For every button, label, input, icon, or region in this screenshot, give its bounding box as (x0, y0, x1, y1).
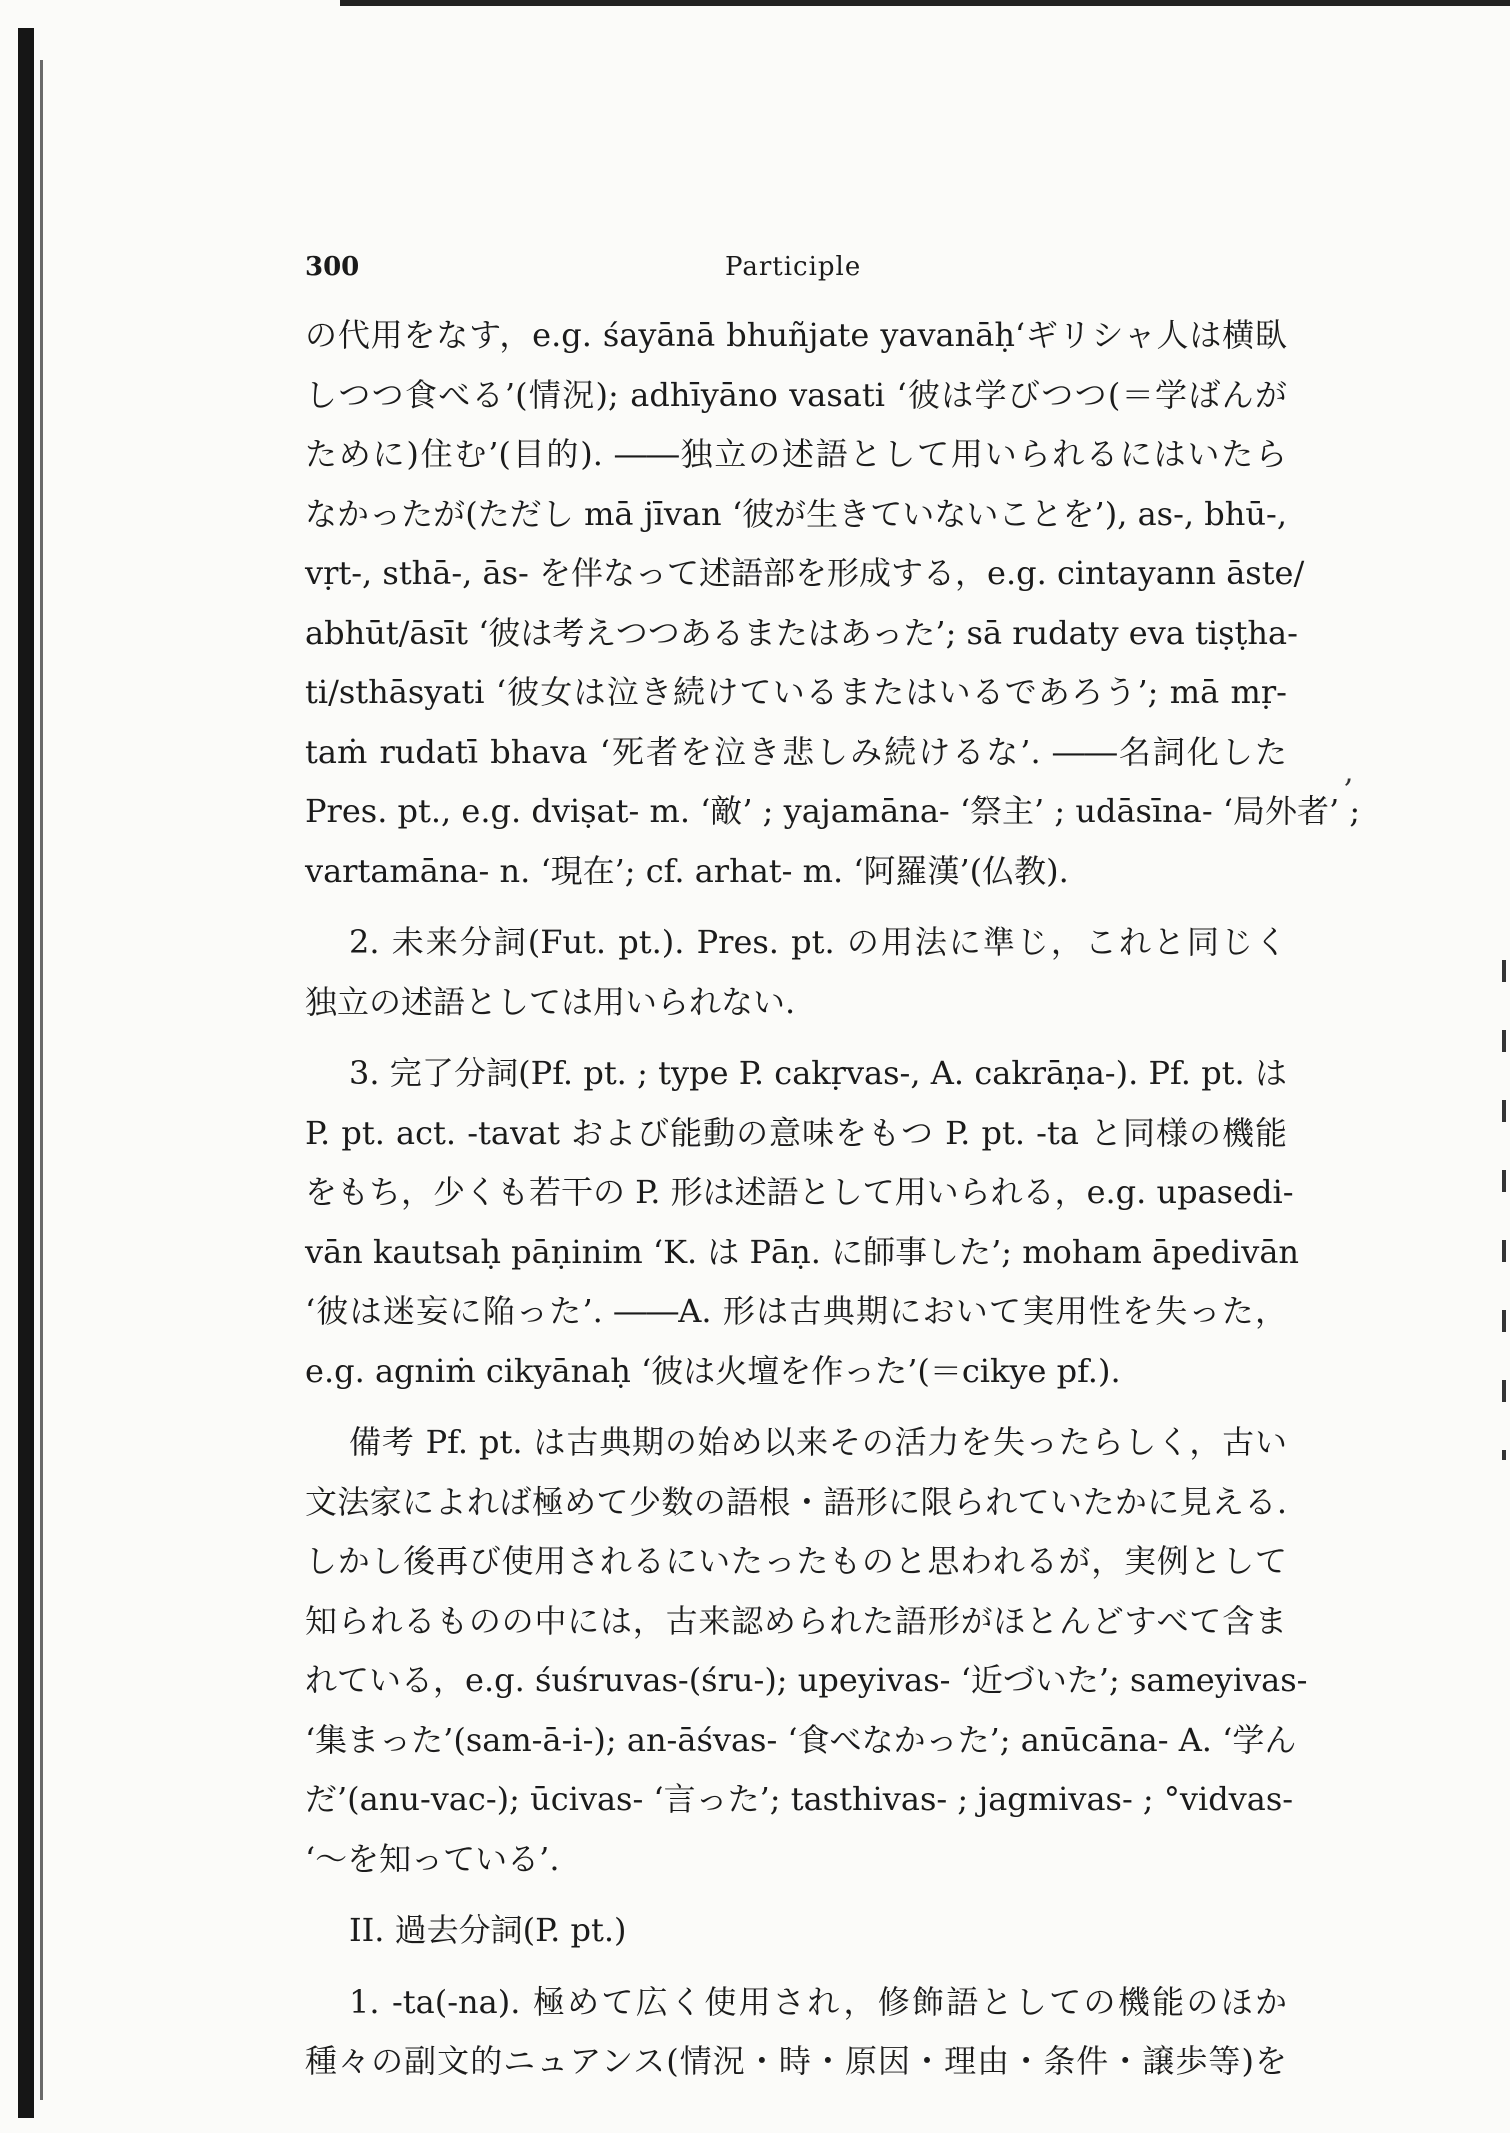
text-line: vartamāna- n. ‘現在’; cf. arhat- m. ‘阿羅漢’(仏教). (305, 851, 1069, 890)
text-line: しつつ食べる’(情況); adhīyāno vasati ‘彼は学びつつ(＝学ばんが (305, 375, 1287, 414)
scan-shadow-edge (18, 28, 34, 2118)
text-line: の代用をなす，e.g. śayānā bhuñjate yavanāḥ‘ギリシャ人は横臥 (305, 316, 1287, 354)
text-line: e.g. agniṁ cikyānaḥ ‘彼は火壇を作った’(＝cikye pf.). (305, 1351, 1121, 1390)
section-heading-past-participle: II. 過去分詞(P. pt.) (349, 1911, 627, 1949)
text-line: Pres. pt., e.g. dviṣat- m. ‘敵’ ; yajamāna- ‘祭主’ ; udāsīna- ‘局外者’ ; (305, 792, 1361, 830)
scan-right-marks (1502, 960, 1506, 1460)
section-perfect-participle: 3. 完了分詞(Pf. pt. ; type P. cakṛvas-, A. cakrāṇa-). Pf. pt. は (349, 1054, 1287, 1092)
section-future-participle: 2. 未来分詞(Fut. pt.). Pres. pt. の用法に準じ，これと同じく (349, 923, 1287, 961)
text-line: しかし後再び使用されるにいたったものと思われるが，実例として (305, 1542, 1287, 1580)
scan-shadow-line (40, 60, 43, 2100)
text-line: ‘～を知っている’. (305, 1839, 560, 1878)
text-line: ‘彼は迷妄に陥った’. ――A. 形は古典期において実用性を失った， (305, 1292, 1287, 1330)
remark-paragraph: 備考 Pf. pt. は古典期の始め以来その活力を失ったらしく，古い (349, 1423, 1287, 1461)
text-line: vṛt-, sthā-, ās- を伴なって述語部を形成する，e.g. cintayann āste/ (305, 554, 1305, 592)
text-line: ために)住む’(目的). ――独立の述語として用いられるにはいたら (305, 435, 1287, 473)
text-line: P. pt. act. -tavat および能動の意味をもつ P. pt. -ta と同様の機能 (305, 1113, 1287, 1152)
text-line: なかったが(ただし mā jīvan ‘彼が生きていないことを’), as-, bhū-, (305, 494, 1287, 533)
text-line: 知られるものの中には，古来認められた語形がほとんどすべて含ま (305, 1601, 1287, 1640)
page-number: 300 (305, 252, 360, 282)
text-line: れている，e.g. śuśruvas-(śru-); upeyivas- ‘近づいた’; sameyivas- (305, 1661, 1308, 1699)
text-line: ‘集まった’(sam-ā-i-); an-āśvas- ‘食べなかった’; anūcāna- A. ‘学ん (305, 1720, 1297, 1759)
text-line: をもち，少くも若干の P. 形は述語として用いられる，e.g. upasedi- (305, 1173, 1294, 1211)
stray-ink-mark: , (1344, 755, 1354, 790)
text-line: 種々の副文的ニュアンス(情況・時・原因・理由・条件・譲歩等)を (305, 2042, 1287, 2080)
page-body (305, 306, 1361, 2092)
text-line: taṁ rudatī bhava ‘死者を泣き悲しみ続けるな’. ――名詞化した (305, 732, 1287, 771)
text-line: vān kautsaḥ pāṇinim ‘K. は Pāṇ. に師事した’; moham āpedivān (305, 1232, 1300, 1271)
text-line: abhūt/āsīt ‘彼は考えつつあるまたはあった’; sā rudaty eva tiṣṭha- (305, 613, 1298, 652)
scan-top-edge (340, 0, 1510, 6)
text-line: だ’(anu-vac-); ūcivas- ‘言った’; tasthivas- ; jagmivas- ; °vidvas- (305, 1780, 1294, 1818)
text-line: 文法家によれば極めて少数の語根・語形に限られていたかに見える. (305, 1482, 1287, 1521)
text-line: 独立の述語としては用いられない. (305, 982, 796, 1021)
section-ta-na: 1. -ta(-na). 極めて広く使用され，修飾語としての機能のほか (349, 1982, 1287, 2021)
page-header (0, 252, 1510, 292)
running-title: Participle (725, 252, 862, 282)
text-line: ti/sthāsyati ‘彼女は泣き続けているまたはいるであろう’; mā mṛ- (305, 673, 1287, 711)
